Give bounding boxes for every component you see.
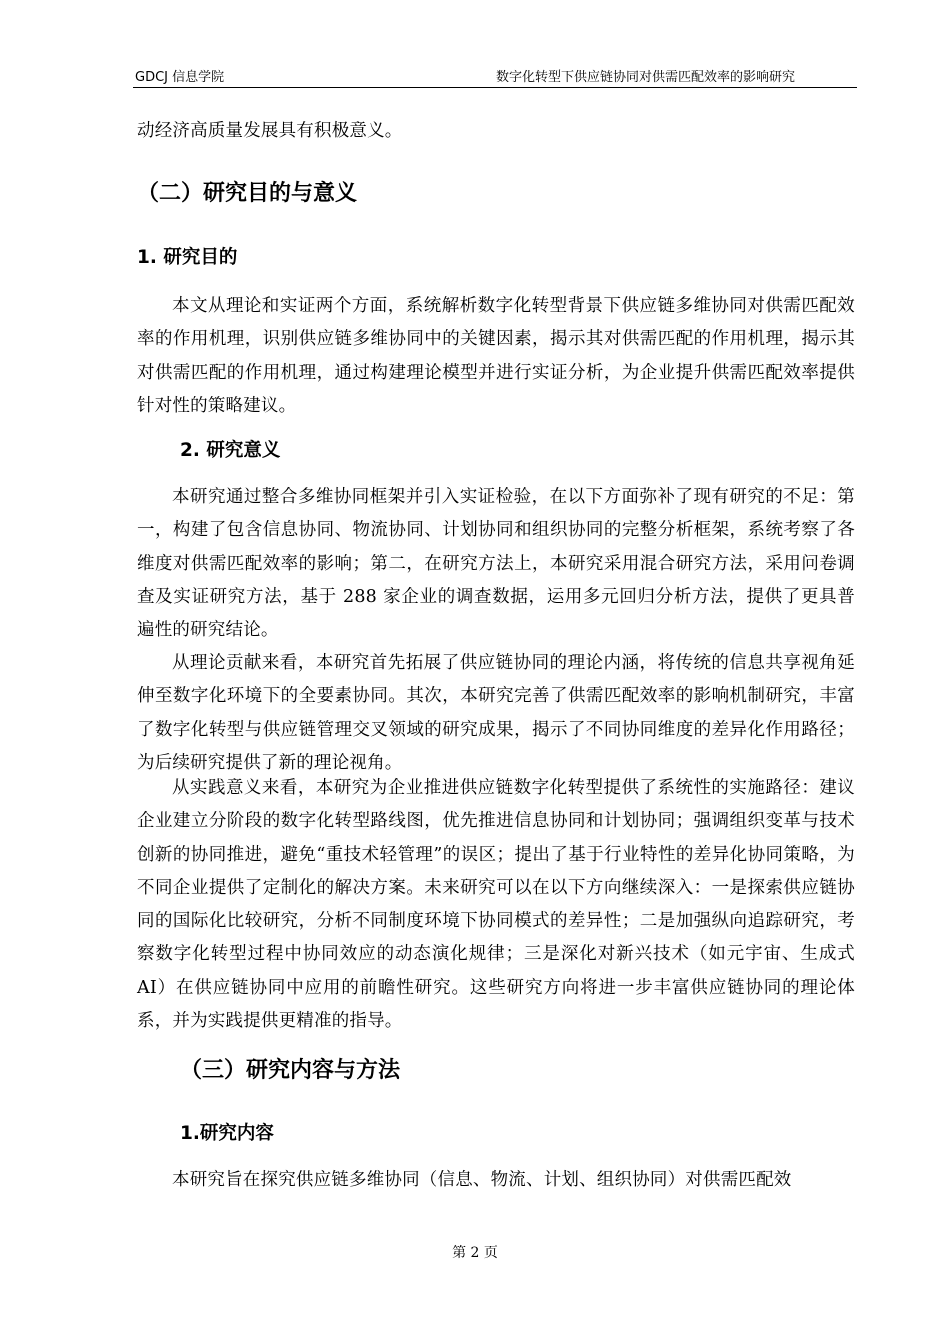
- page-number: 第 2 页: [452, 1245, 498, 1261]
- subheading-content: 1.研究内容: [180, 1123, 274, 1144]
- header-institution: GDCJ 信息学院: [135, 70, 225, 85]
- page-header: [133, 70, 857, 88]
- subheading-significance: 2. 研究意义: [180, 440, 281, 461]
- paragraph-significance-3: 从实践意义来看，本研究为企业推进供应链数字化转型提供了系统性的实施路径：建议企业建立分阶段的数字化转型路线图，优先推进信息协同和计划协同；强调组织变革与技术创新的协同推进，避免“重技术轻管理”的误区；提出了基于行业特性的差异化协同策略，为不同企业提供了定制化的解决方案。未来研究可以在以下方向继续深入：一是探索供应链协同的国际化比较研究，分析不同制度环境下协同模式的差异性；二是加强纵向追踪研究，考察数字化转型过程中协同效应的动态演化规律；三是深化对新兴技术（如元宇宙、生成式 AI）在供应链协同中应用的前瞻性研究。这些研究方向将进一步丰富供应链协同的理论体系，并为实践提供更精准的指导。: [137, 778, 855, 1032]
- subheading-purpose: 1. 研究目的: [137, 247, 238, 268]
- paragraph-significance-1: 本研究通过整合多维协同框架并引入实证检验，在以下方面弥补了现有研究的不足：第一，构建了包含信息协同、物流协同、计划协同和组织协同的完整分析框架，系统考察了各维度对供需匹配效率的影响；第二，在研究方法上，本研究采用混合研究方法，采用问卷调查及实证研究方法，基于 288 家企业的调查数据，运用多元回归分析方法，提供了更具普遍性的研究结论。: [137, 487, 855, 641]
- paragraph-purpose: 本文从理论和实证两个方面，系统解析数字化转型背景下供应链多维协同对供需匹配效率的作用机理，识别供应链多维协同中的关键因素，揭示其对供需匹配的作用机理，揭示其对供需匹配的作用机理，通过构建理论模型并进行实证分析，为企业提升供需匹配效率提供针对性的策略建议。: [137, 296, 855, 416]
- paragraph-continuation: 动经济高质量发展具有积极意义。: [137, 121, 403, 141]
- header-thesis-title: 数字化转型下供应链协同对供需匹配效率的影响研究: [495, 70, 795, 85]
- paragraph-content: 本研究旨在探究供应链多维协同（信息、物流、计划、组织协同）对供需匹配效: [172, 1170, 792, 1190]
- section-heading-purpose-significance: （二）研究目的与意义: [137, 181, 358, 206]
- section-heading-content-method: （三）研究内容与方法: [180, 1058, 401, 1083]
- paragraph-significance-2: 从理论贡献来看，本研究首先拓展了供应链协同的理论内涵，将传统的信息共享视角延伸至数字化环境下的全要素协同。其次，本研究完善了供需匹配效率的影响机制研究，丰富了数字化转型与供应链管理交叉领域的研究成果，揭示了不同协同维度的差异化作用路径；为后续研究提供了新的理论视角。: [137, 653, 855, 773]
